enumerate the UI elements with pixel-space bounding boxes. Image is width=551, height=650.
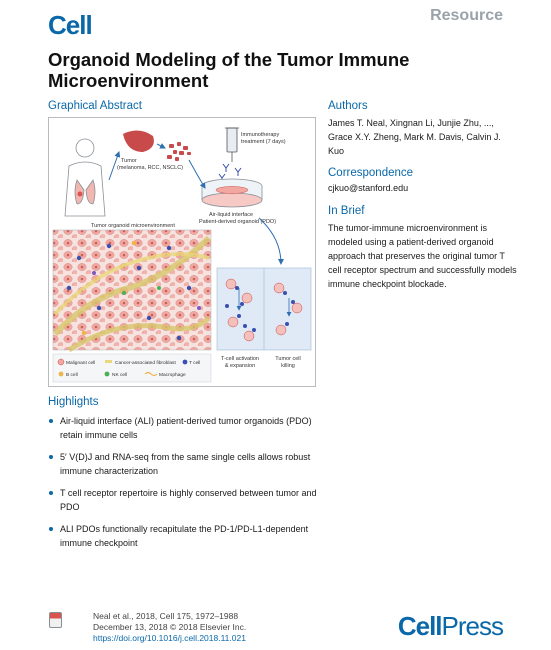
tumor-types-label: (melanoma, RCC, NSCLC) bbox=[117, 165, 184, 171]
tcell-function-panels bbox=[217, 268, 311, 350]
highlights-list bbox=[48, 414, 328, 558]
legend-nkcell: NK cell bbox=[112, 373, 128, 378]
tumor-organoid-microenvironment bbox=[53, 230, 211, 350]
crossmark-icon[interactable] bbox=[49, 612, 62, 628]
killing-label-line2: killing bbox=[281, 363, 295, 369]
authors-list: James T. Neal, Xingnan Li, Junjie Zhu, ..., Grace X.Y. Zheng, Mark M. Davis, Calvin J. Kuo bbox=[328, 118, 501, 156]
killing-label-line1: Tumor cell bbox=[275, 356, 301, 362]
microenvironment-label: Tumor organoid microenvironment bbox=[91, 223, 175, 229]
legend-caf: Cancer-associated fibroblast bbox=[115, 361, 176, 366]
pdo-label: Patient-derived organoid (PDO) bbox=[199, 219, 277, 225]
citation-line-1: Neal et al., 2018, Cell 175, 1972–1988 bbox=[93, 611, 239, 621]
activation-label-line2: & expansion bbox=[224, 363, 256, 369]
highlight-item: ALI PDOs functionally recapitulate the PD-1/PD-L1-dependent immune checkpoint bbox=[48, 522, 328, 550]
doi-link[interactable]: https://doi.org/10.1016/j.cell.2018.11.021 bbox=[93, 633, 246, 643]
highlight-item: 5′ V(D)J and RNA-seq from the same single cells allows robust immune characterization bbox=[48, 450, 328, 478]
tumor-fragments-icon bbox=[167, 142, 191, 161]
legend-tcell: T cell bbox=[189, 361, 201, 366]
activation-label-line1: T-cell activation bbox=[221, 356, 259, 362]
ali-label: Air-liquid interface bbox=[209, 212, 254, 218]
patient-figure-icon bbox=[65, 139, 105, 216]
legend-macrophage: Macrophage bbox=[159, 373, 186, 378]
immunotherapy-label: Immunotherapy bbox=[241, 132, 280, 138]
citation-line-2: December 13, 2018 © 2018 Elsevier Inc. bbox=[93, 622, 247, 632]
cellpress-logo-press: Press bbox=[441, 611, 503, 641]
legend-malignant: Malignant cell bbox=[66, 361, 96, 366]
correspondence-email[interactable]: cjkuo@stanford.edu bbox=[328, 183, 409, 193]
citation-block bbox=[93, 611, 246, 644]
graphical-abstract-heading: Graphical Abstract bbox=[48, 100, 142, 112]
article-type-label: Resource bbox=[430, 7, 503, 24]
graphical-abstract-figure bbox=[48, 117, 316, 387]
authors-heading: Authors bbox=[328, 100, 368, 112]
in-brief-text: The tumor-immune microenvironment is modeled using a patient-derived organoid approach that preserves the original tumor T cell receptor spectrum and successfully models immune checkpoint blockade. bbox=[328, 223, 517, 289]
treatment-label: treatment (7 days) bbox=[241, 139, 286, 145]
figure-legend bbox=[53, 354, 211, 382]
highlight-item: T cell receptor repertoire is highly conserved between tumor and PDO bbox=[48, 486, 328, 514]
tumor-label: Tumor bbox=[121, 158, 137, 164]
cell-journal-logo: Cell bbox=[48, 10, 92, 40]
in-brief-heading: In Brief bbox=[328, 205, 365, 217]
ali-culture-dish-icon bbox=[202, 179, 262, 207]
cellpress-logo bbox=[398, 611, 503, 642]
highlights-heading: Highlights bbox=[48, 396, 99, 408]
cellpress-logo-cell: Cell bbox=[397, 611, 442, 641]
highlight-item: Air-liquid interface (ALI) patient-derived tumor organoids (PDO) retain immune cells bbox=[48, 414, 328, 442]
tumor-tissue-icon bbox=[123, 130, 154, 152]
syringe-icon bbox=[225, 128, 239, 162]
legend-bcell: B cell bbox=[66, 373, 78, 378]
correspondence-heading: Correspondence bbox=[328, 167, 414, 179]
article-title: Organoid Modeling of the Tumor Immune Microenvironment bbox=[48, 49, 410, 91]
